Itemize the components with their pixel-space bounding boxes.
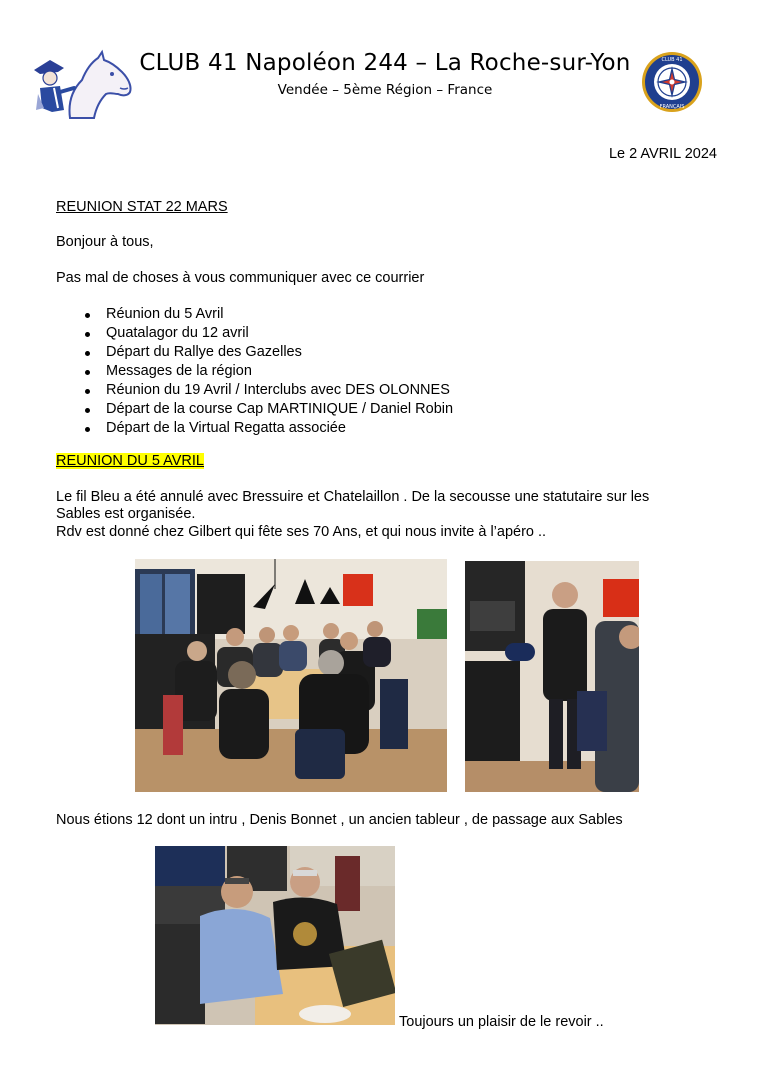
emblem-text-bottom: FRANÇAIS <box>659 104 685 110</box>
paragraph-line: Sables est organisée. <box>56 506 196 522</box>
list-item-text: Départ de la course Cap MARTINIQUE / Daniel Robin <box>106 401 454 417</box>
photo-caption: Nous étions 12 dont un intru , Denis Bonnet , un ancien tableur , de passage aux Sables <box>56 812 623 828</box>
bullet-icon <box>85 332 90 337</box>
photo-host-standing <box>465 561 639 792</box>
list-item <box>56 381 453 400</box>
topics-list <box>56 305 453 438</box>
paragraph-line: Le fil Bleu a été annulé avec Bressuire et Chatelaillon . De la secousse une statutaire sur les <box>56 489 650 505</box>
list-item-text: Réunion du 19 Avril / Interclubs avec DES OLONNES <box>106 382 450 398</box>
photo-two-men <box>155 846 395 1025</box>
list-item-text: Réunion du 5 Avril <box>106 306 224 322</box>
bullet-icon <box>85 408 90 413</box>
bullet-icon <box>85 313 90 318</box>
intro-text: Pas mal de choses à vous communiquer avec ce courrier <box>56 270 425 286</box>
list-item-text: Départ de la Virtual Regatta associée <box>106 420 346 436</box>
photo-group-dinner <box>135 559 447 792</box>
list-item <box>56 305 453 324</box>
napoleon-horse-logo-icon <box>30 48 134 120</box>
list-item <box>56 362 453 381</box>
greeting: Bonjour à tous, <box>56 234 154 250</box>
list-item <box>56 419 453 438</box>
list-item <box>56 343 453 362</box>
section-heading-5-avril <box>56 453 204 470</box>
bullet-icon <box>85 389 90 394</box>
highlighted-heading-text: REUNION DU 5 AVRIL <box>56 453 204 469</box>
bullet-icon <box>85 427 90 432</box>
emblem-text-top: CLUB 41 <box>661 57 683 63</box>
club-subtitle: Vendée – 5ème Région – France <box>277 82 493 98</box>
paragraph-line: Rdv est donné chez Gilbert qui fête ses 70 Ans, et qui nous invite à l’apéro .. <box>56 524 547 540</box>
club-title: CLUB 41 Napoléon 244 – La Roche-sur-Yon <box>139 50 631 76</box>
bullet-icon <box>85 351 90 356</box>
list-item <box>56 324 453 343</box>
bullet-icon <box>85 370 90 375</box>
section-heading-stat: REUNION STAT 22 MARS <box>56 199 228 215</box>
letter-date: Le 2 AVRIL 2024 <box>608 146 717 162</box>
list-item <box>56 400 453 419</box>
closing-caption: Toujours un plaisir de le revoir .. <box>399 1014 604 1030</box>
list-item-text: Messages de la région <box>106 363 252 379</box>
list-item-text: Quatalagor du 12 avril <box>106 325 249 341</box>
club41-compass-emblem-icon <box>640 50 704 114</box>
list-item-text: Départ du Rallye des Gazelles <box>106 344 302 360</box>
